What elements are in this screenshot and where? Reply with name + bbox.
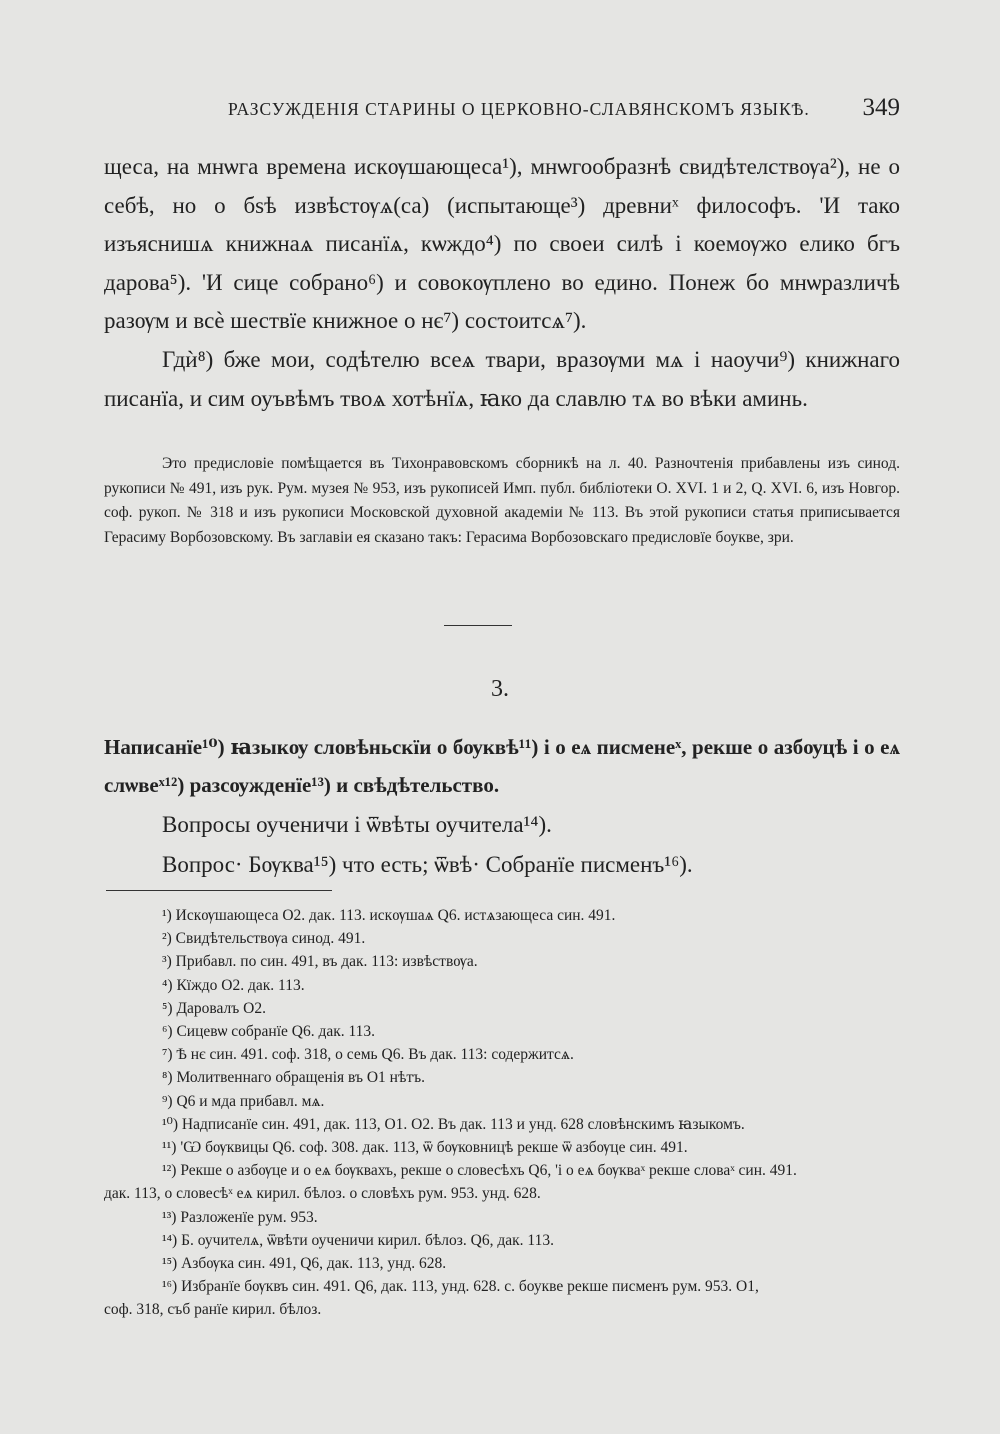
footnote: ⁸) Молитвеннаго обращенія въ О1 нѣтъ. — [162, 1069, 426, 1087]
page-header — [100, 94, 900, 128]
footnote: ¹⁶) Избранїе бѹквъ син. 491. Q6, дак. 113, унд. 628. с. боукве рекше писменъ рум. 953. О1, — [162, 1278, 759, 1296]
footnote: ¹¹) 'Ѡ бѹквицы Q6. соф. 308. дак. 113, ѿ бѹковницѣ рекше ѿ азбѹце син. 491. — [162, 1139, 688, 1157]
footnote: ³) Прибавл. по син. 491, въ дак. 113: извѣствѹа. — [162, 953, 478, 971]
footnote: ¹⁴) Б. оучителѧ, ѿвѣти оученичи кирил. бѣлоз. Q6, дак. 113. — [162, 1231, 554, 1249]
footnote: ¹⁵) Азбѹка син. 491, Q6, дак. 113, унд. 628. — [162, 1255, 447, 1273]
footnotes — [104, 904, 900, 1322]
editorial-note — [104, 452, 900, 550]
body-paragraph-2: Гдѝ⁸) бже мои, содѣтелю всеѧ твари, вразѹми мѧ і наоучи⁹) книжнаго писанїа, и сим оуъвѣмъ твоѧ хотѣнїѧ, ꙗко да славлю тѧ во вѣки аминь. — [104, 346, 900, 411]
footnote: ¹) Искѹшающеса О2. дак. 113. искѹшаѧ Q6. истѧзающеса син. 491. — [162, 907, 616, 924]
footnote: ⁶) Сицевѡ собранїе Q6. дак. 113. — [162, 1023, 376, 1041]
footnote: ⁵) Даровалъ О2. — [162, 999, 266, 1017]
footnote: ⁷) Ѣ нє син. 491. соф. 318, о семь Q6. Въ дак. 113: содержитсѧ. — [162, 1046, 574, 1064]
section-divider — [444, 625, 512, 626]
editorial-note-text: Это предисловіе помѣщается въ Тихонравовскомъ сборникѣ на л. 40. Разночтенія прибавлены изъ синод. рукописи № 491, изъ рук. Рум. музея № 953, изъ рукописей Имп. публ. библіотеки О. XVI. 1 и 2, Q. XVI. 6, изъ Новгор. соф. рукоп. № 318 и изъ рукописи Московской духовной академіи № 113. Въ этой рукописи статья приписывается Герасиму Ворбозовскому. Въ заглавіи ея сказано такъ: Герасима Ворбозовскаго предисловїе боукве, зри. — [104, 455, 900, 546]
footnote: ²) Свидѣтельствѹа синод. 491. — [162, 930, 366, 948]
body-text — [104, 148, 900, 418]
footnote: ⁹) Q6 и мда прибавл. мѧ. — [162, 1092, 325, 1110]
footnote: ¹²) Рекше о азбѹце и о еѧ бѹквахъ, рекше о словесѣхъ Q6, 'і о еѧ бѹкваˣ рекше словаˣ син. 491. — [162, 1162, 797, 1180]
footnote: ¹³) Разложенїе рум. 953. — [162, 1208, 318, 1226]
footnote-rule — [106, 890, 332, 891]
footnote-continuation: соф. 318, съб ранїе кирил. бѣлоз. — [104, 1301, 322, 1319]
footnote: ¹⁰) Надписанїе син. 491, дак. 113, О1. О2. Въ дак. 113 и унд. 628 словѣнскимъ ꙗзыкомъ. — [162, 1115, 745, 1133]
page-number: 349 — [862, 94, 900, 121]
section-number: 3. — [491, 676, 509, 702]
body-paragraph-1: щеса, на мнѡга времена искѹшающеса¹), мнѡгообразнѣ свидѣтелствѹа²), не о себѣ, но о бѕѣ извѣстѹѧ(са) (испытающе³) древниˣ философъ. 'И тако изъяснишѧ книжнаѧ писанїѧ, кѡждо⁴) по своеи силѣ і коемѹжо елико бгъ дарова⁵). 'И сице собрано⁶) и совокѹплено во едино. Понеж бо мнѡразличѣ разѹм и всѐ шествїе книжное о нє⁷) состоитсѧ⁷). — [104, 154, 900, 334]
section-title: Написанїе¹⁰) ꙗзыкѹ словѣньскїи о бѹквѣ¹¹) і о еѧ писменеˣ, рекше о азбѹцѣ і о еѧ слѡвеˣ¹²) разсѹжденїе¹³) и свѣдѣтельство. — [104, 735, 900, 797]
running-head: РАЗСУЖДЕНІЯ СТАРИНЫ О ЦЕРКОВНО-СЛАВЯНСКОМЪ ЯЗЫКѢ. — [228, 99, 810, 119]
dialogue-first-question: Вопрос· Бѹква¹⁵) что есть; ѿвѣ· Собранїе писменъ¹⁶). — [162, 852, 693, 877]
footnote: ⁴) Кїждо О2. дак. 113. — [162, 976, 305, 994]
footnote-continuation: дак. 113, о словесѣˣ еѧ кирил. бѣлоз. о словѣхъ рум. 953. унд. 628. — [104, 1185, 541, 1203]
dialogue-heading: Вопросы оученичи і ѿвѣты оучитела¹⁴). — [162, 812, 552, 837]
